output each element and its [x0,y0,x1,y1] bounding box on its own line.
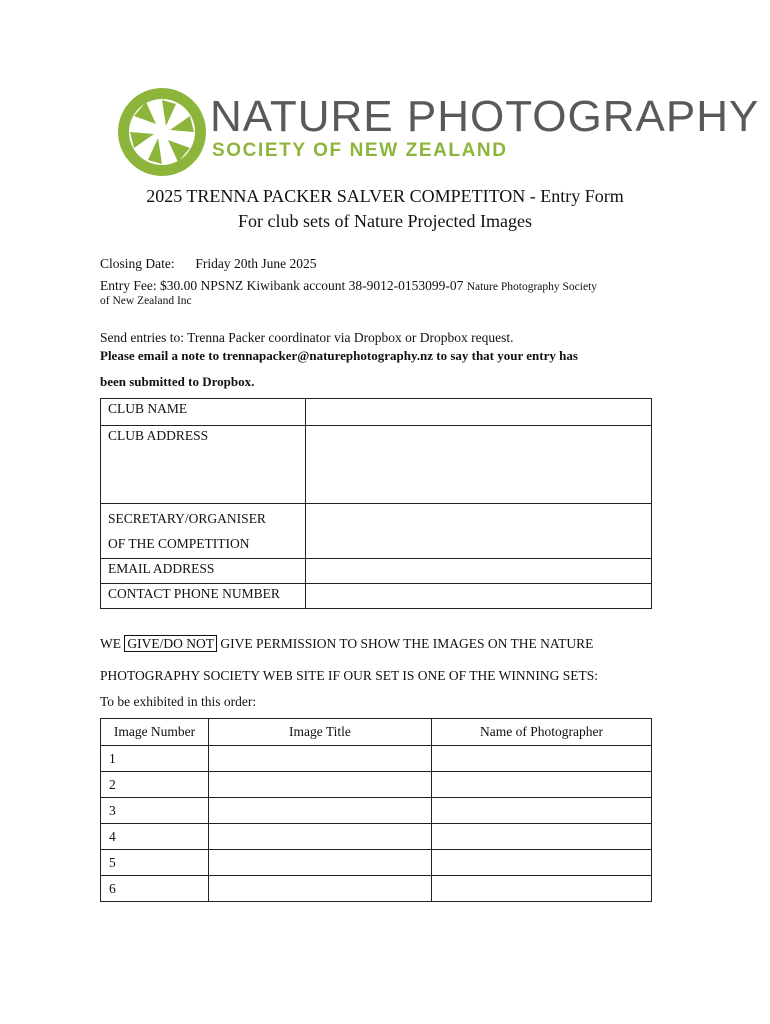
image-title-field[interactable] [209,850,432,876]
secretary-field[interactable] [306,504,652,559]
society-logo [116,86,760,178]
row-number: 6 [101,876,209,902]
send-entries: Send entries to: Trenna Packer coordinator via Dropbox or Dropbox request. [100,330,514,345]
image-title-field[interactable] [209,772,432,798]
photographer-field[interactable] [432,850,652,876]
email-label: EMAIL ADDRESS [101,559,306,584]
photographer-field[interactable] [432,876,652,902]
permission-line1 [100,636,593,652]
header-image-title: Image Title [209,719,432,746]
photographer-field[interactable] [432,798,652,824]
email-note-line1: Please email a note to trennapacker@naturephotography.nz to say that your entry has [100,348,578,363]
row-number: 3 [101,798,209,824]
aperture-logo-icon [116,86,208,178]
permission-line2: PHOTOGRAPHY SOCIETY WEB SITE IF OUR SET IS ONE OF THE WINNING SETS: [100,668,599,683]
exhibit-order-note: To be exhibited in this order: [100,694,257,709]
phone-field[interactable] [306,584,652,609]
image-title-field[interactable] [209,824,432,850]
secretary-label [101,504,306,559]
account-name-a: Nature Photography Society [466,281,598,293]
logo-title: NATURE PHOTOGRAPHY [210,92,760,141]
photographer-field[interactable] [432,772,652,798]
table-row [101,772,652,798]
email-note-line2: been submitted to Dropbox. [100,374,255,389]
images-table [100,718,652,902]
permission-we: WE [100,636,121,651]
row-number: 5 [101,850,209,876]
table-row [101,876,652,902]
closing-date-value: Friday 20th June 2025 [195,256,317,271]
permission-choice-box[interactable]: GIVE/DO NOT [124,635,217,652]
image-title-field[interactable] [209,798,432,824]
permission-text-a: GIVE PERMISSION TO SHOW THE IMAGES ON THE NATURE [220,636,594,651]
header-image-number: Image Number [101,719,209,746]
header-photographer: Name of Photographer [432,719,652,746]
form-title: 2025 TRENNA PACKER SALVER COMPETITON - Entry Form [146,186,624,206]
logo-subtitle: SOCIETY OF NEW ZEALAND [212,140,508,161]
row-number: 2 [101,772,209,798]
entry-fee [100,278,597,294]
closing-date [100,256,317,272]
entry-fee-text: Entry Fee: $30.00 NPSNZ Kiwibank account 38-9012-0153099-07 [100,278,464,293]
club-name-label: CLUB NAME [101,399,306,426]
image-title-field[interactable] [209,746,432,772]
table-row [101,798,652,824]
club-address-label: CLUB ADDRESS [101,426,306,504]
secretary-label-line1: SECRETARY/ORGANISER [108,511,266,526]
table-row [101,746,652,772]
photographer-field[interactable] [432,824,652,850]
row-number: 1 [101,746,209,772]
club-address-field[interactable] [306,426,652,504]
email-field[interactable] [306,559,652,584]
image-title-field[interactable] [209,876,432,902]
phone-label: CONTACT PHONE NUMBER [101,584,306,609]
club-name-field[interactable] [306,399,652,426]
row-number: 4 [101,824,209,850]
table-row [101,824,652,850]
account-name-b: of New Zealand Inc [100,295,192,307]
form-subtitle: For club sets of Nature Projected Images [238,211,532,231]
secretary-label-line2: OF THE COMPETITION [108,536,250,551]
photographer-field[interactable] [432,746,652,772]
closing-date-label: Closing Date: [100,256,175,271]
club-details-table [100,398,652,609]
table-row [101,850,652,876]
